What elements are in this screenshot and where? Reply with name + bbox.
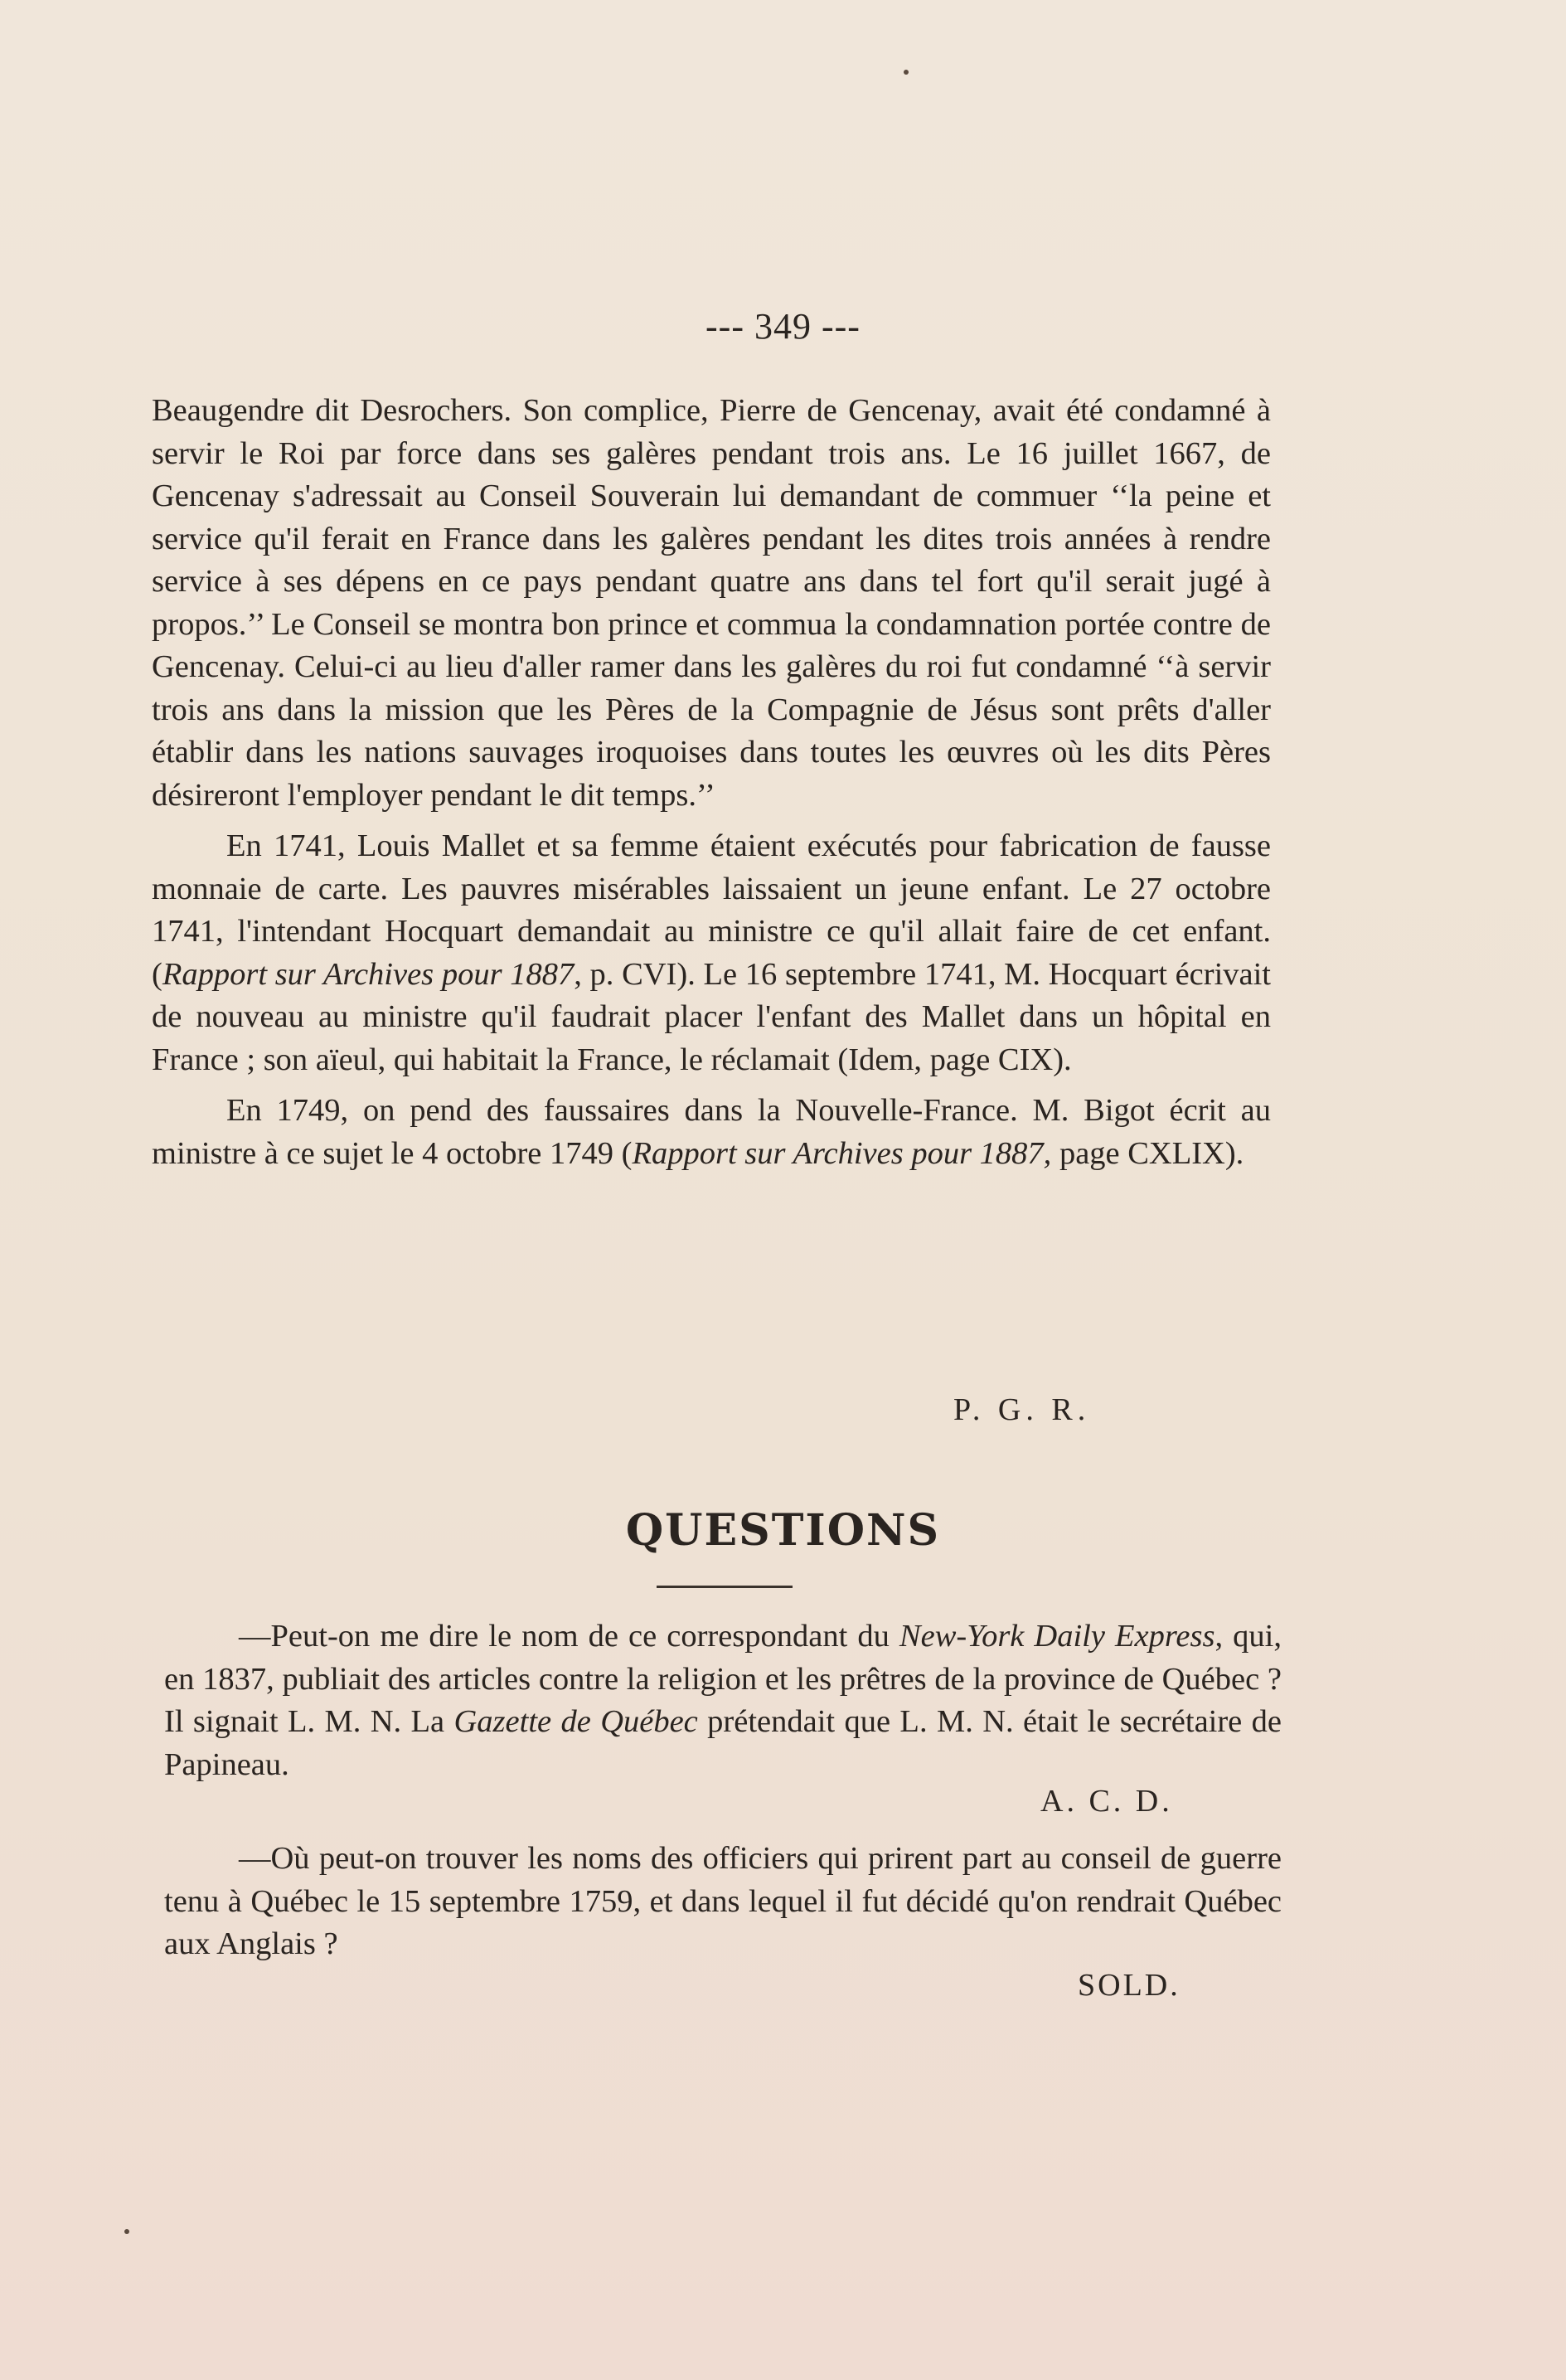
article-signature: P. G. R.	[953, 1392, 1091, 1427]
question-2-signature: SOLD.	[1078, 1968, 1181, 2003]
question-text: —Où peut-on trouver les noms des officiers qui prirent part au conseil de guerre tenu à Québec le 15 septembre 1759, et dans lequel il fut décidé qu'on rendrait Québec aux Anglais ?	[164, 1841, 1282, 1961]
question-text-part: prétendait que L. M. N. était le secrétaire de Papineau.	[164, 1704, 1282, 1782]
question-1-signature: A. C. D.	[1040, 1784, 1173, 1819]
section-heading: QUESTIONS	[625, 1505, 941, 1556]
paper-speck	[124, 2229, 129, 2234]
article-body	[152, 390, 1271, 1175]
paragraph-text: En 1749, on pend des faussaires dans la Nouvelle-France. M. Bigot écrit au ministre à ce sujet le 4 octobre 1749	[152, 1093, 1271, 1171]
citation: Rapport sur Archives pour 1887,	[632, 1135, 1052, 1171]
citation: Rapport sur Archives pour 1887	[162, 956, 575, 992]
divider	[657, 1586, 793, 1588]
paragraph-text: page CXLIX).	[1051, 1135, 1244, 1171]
question-1	[164, 1615, 1282, 1786]
paragraph: Beaugendre dit Desrochers. Son complice, Pierre de Gencenay, avait été condamné à servir le Roi par force dans ses galères pendant trois ans. Le 16 juillet 1667, de Gencenay s'adressait au Conseil Souverain lui demandant de commuer ‘‘la peine et service qu'il ferait en France dans les galères pendant les dites trois années à rendre service à ses dépens en ce pays pendant quatre ans dans tel fort qu'il serait jugé à propos.’’ Le Conseil se montra bon prince et commua la condamnation portée contre de Gencenay. Celui-ci au lieu d'aller ramer dans les galères du roi fut condamné ‘‘à servir trois ans dans la mission que les Pères de la Compagnie de Jésus sont prêts d'aller établir dans les nations sauvages iroquoises dans toutes les œuvres où les dits Pères désireront l'employer pendant le dit temps.’’	[152, 393, 1271, 813]
question-text-part: , qui, en 1837, publiait des articles contre la religion et les prêtres de la province de Québec ? Il signait L. M. N. La	[164, 1619, 1282, 1739]
newspaper-title: Gazette de Québec	[453, 1704, 698, 1739]
question-text	[164, 1615, 1282, 1786]
question-text-part: —Peut-on me dire le nom de ce correspondant du	[239, 1619, 899, 1654]
paragraph: En 1741, Louis Mallet et sa femme étaient exécutés pour fabrication de fausse monnaie de carte. Les pauvres misérables laissaient un jeune enfant. Le 27 octobre 1741, l'intendant Hocquart demandait au ministre ce qu'il allait faire de cet enfant. (Rapport sur Archives pour 1887, p. CVI). Le 16 septembre 1741, M. Hocquart écrivait de nouveau au ministre qu'il faudrait placer l'enfant des Mallet dans un hôpital en France ; son aïeul, qui habitait la France, le réclamait (Idem, page CIX).	[152, 828, 1271, 1077]
paragraph-text: En 1741, Louis Mallet et sa femme étaient exécutés pour fabrication de fausse monnaie de carte. Les pauvres misérables laissaient un jeune enfant. Le 27 octobre 1741, l'intendant Hocquart demandait au ministre ce qu'il allait faire de cet enfant.	[152, 828, 1271, 949]
paragraph-text: , p. CVI). Le 16 septembre 1741, M. Hocquart écrivait de nouveau au ministre qu'il faudrait placer l'enfant des Mallet dans un hôpital en France ; son aïeul, qui habitait la France, le réclamait (Idem, page CIX).	[152, 956, 1271, 1077]
page-number: --- 349 ---	[705, 306, 861, 347]
paper-speck	[904, 70, 909, 75]
newspaper-title: New-York Daily Express	[899, 1619, 1215, 1654]
paragraph: En 1749, on pend des faussaires dans la Nouvelle-France. M. Bigot écrit au ministre à ce sujet le 4 octobre 1749 (Rapport sur Archives pour 1887, page CXLIX).	[152, 1093, 1271, 1171]
question-2	[164, 1838, 1282, 1966]
